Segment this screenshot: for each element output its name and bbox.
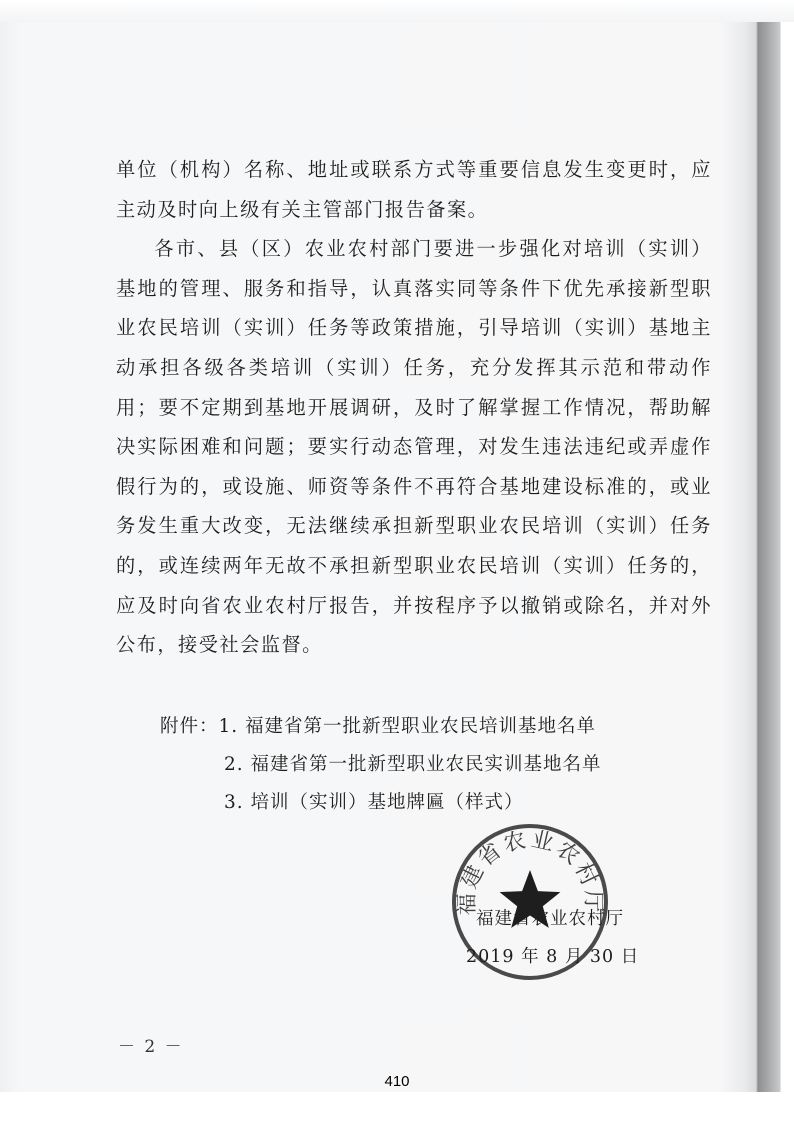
footer-page-number: 410 [384, 1073, 410, 1090]
seal-text: 福建省农业农村厅 [454, 827, 606, 916]
attachments-list [160, 708, 602, 822]
page-footer-area [0, 1092, 794, 1123]
attachment-text: 3. 培训（实训）基地牌匾（样式） [224, 792, 524, 813]
page-number: － 2 － [118, 1037, 184, 1057]
attachment-item [160, 708, 602, 746]
attachment-item [160, 784, 602, 822]
attachment-text: 1. 福建省第一批新型职业农民培训基地名单 [218, 716, 597, 737]
scan-top-edge [0, 0, 794, 22]
paragraph-main: 各市、县（区）农业农村部门要进一步强化对培训（实训）基地的管理、服务和指导，认真落实同等条件下优先承接新型职业农民培训（实训）任务等政策措施，引导培训（实训）基地主动承担各级各类培训（实训）任务，充分发挥其示范和带动作用；要不定期到基地开展调研，及时了解掌握工作情况，帮助解决实际困难和问题；要实行动态管理，对发生违法违纪或弄虚作假行为的，或设施、师资等条件不再符合基地建设标准的，或业务发生重大改变，无法继续承担新型职业农民培训（实训）任务的，或连续两年无故不承担新型职业农民培训（实训）任务的，应及时向省农业农村厅报告，并按程序予以撤销或除名，并对外公布，接受社会监督。 [116, 237, 712, 657]
attachment-item [160, 746, 602, 784]
attachments-label: 附件： [160, 716, 219, 737]
paragraph-continuation: 单位（机构）名称、地址或联系方式等重要信息发生变更时，应主动及时向上级有关主管部门报告备案。 [116, 158, 712, 221]
issue-date: 2019 年 8 月 30 日 [466, 947, 640, 967]
document-body [116, 150, 712, 665]
signature-block [466, 900, 640, 976]
attachment-text: 2. 福建省第一批新型职业农民实训基地名单 [224, 754, 602, 775]
issuing-organization: 福建省农业农村厅 [476, 909, 624, 929]
